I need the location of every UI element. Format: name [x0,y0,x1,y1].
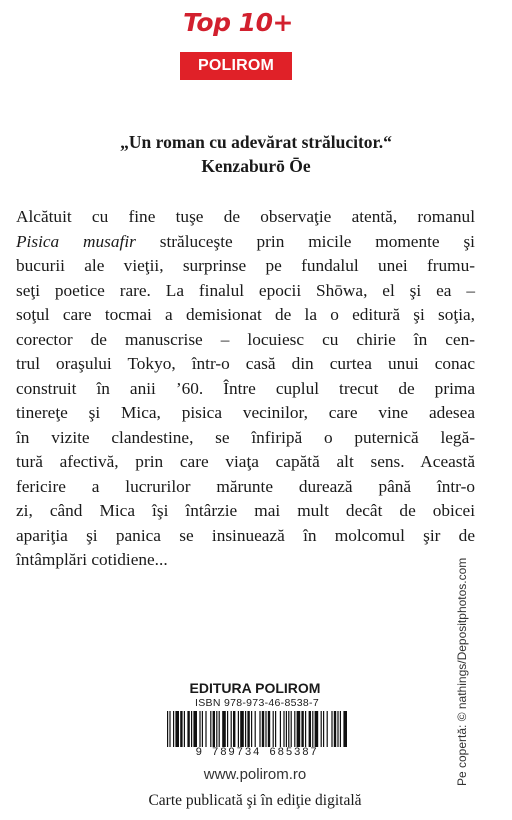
barcode-bar [291,711,292,747]
publisher-name: EDITURA POLIROM [189,680,321,696]
barcode-bar [205,711,206,747]
barcode-bar [259,711,260,747]
blurb-line: tinereţe şi Mica, pisica vecinilor, care vine adesea [16,403,475,422]
endorsement-quote [40,130,472,178]
barcode-bar [312,711,313,747]
blurb-line: soţul care tocmai a demisionat de la o editură şi soţia, [16,305,475,324]
barcode-bar [251,711,252,747]
barcode-bar [301,711,303,747]
blurb-line-rest: străluceşte prin micile momente şi [135,231,475,251]
barcode-number: 9 789734 685387 [195,747,319,759]
barcode-bar [343,711,347,747]
barcode-bar [199,711,200,747]
barcode-block [157,697,357,763]
blurb-line: fericire a lucrurilor mărunte durează până într-o [16,476,475,496]
blurb-line: Alcătuit cu fine tuşe de observaţie atentă, romanul [16,207,475,226]
barcode-bar [169,711,170,747]
barcode-bar [273,711,274,747]
barcode-bar [283,711,284,747]
barcode-bar [309,711,311,747]
barcode-bar [305,711,306,747]
blurb-line [16,230,475,255]
barcode-bar [262,711,264,747]
blurb-line: apariţia şi panica se insinuează în molcomul şir de [16,525,475,545]
barcode-bar [222,711,226,747]
barcode-bar [315,711,319,747]
book-blurb [16,205,475,573]
barcode-bar [233,711,235,747]
blurb-line: corector de manuscrise – locuiesc cu chirie în cen- [16,329,475,349]
barcode-bar [202,711,203,747]
blurb-line: seţi poetice rare. La finalul epocii Shōwa, el şi ea – [16,280,475,300]
blurb-line: bucurii ale vieţii, surprinse pe fundalul unei frumu- [16,256,475,275]
series-logo: Top 10+ [183,8,293,37]
book-title: Pisica musafir [16,231,136,251]
isbn-label: ISBN 978-973-46-8538-7 [195,697,319,709]
blurb-line: întâmplări cotidiene... [16,550,168,569]
barcode-bar [213,711,215,747]
barcode-bar [180,711,182,747]
barcode-bar [175,711,179,747]
barcode-bar [275,711,276,747]
barcode-bar [331,711,332,747]
barcode-bar [184,711,185,747]
barcode-bar [227,711,228,747]
blurb-line: în vizite clandestine, se înfiripă o puternică legă- [16,427,475,447]
barcode-bar [280,711,281,747]
barcode-bar [240,711,244,747]
barcode-bar [245,711,246,747]
publisher-logo: POLIROM [180,52,292,80]
barcode-bar [265,711,266,747]
quote-author: Kenzaburō Ōe [201,156,311,176]
barcode-bar [297,711,301,747]
cover-credit: Pe copertă: © nathings/Depositphotos.com [455,557,469,786]
barcode-bar [167,711,168,747]
barcode-bar [286,711,287,747]
quote-text: „Un roman cu adevărat strălucitor.“ [120,132,392,152]
barcode-bar [219,711,220,747]
barcode-bar [193,711,197,747]
barcode-bar [288,711,289,747]
barcode-bar [327,711,328,747]
barcode-bar [187,711,189,747]
barcode-bar [334,711,336,747]
website-link[interactable]: www.polirom.ro [203,766,307,783]
barcode-bar [173,711,174,747]
blurb-line: zi, când Mica îşi întârzie mai mult decât de obicei [16,501,475,520]
barcode-bar [294,711,295,747]
barcode-bar [321,711,322,747]
barcode-bar [191,711,192,747]
barcode-bar [340,711,341,747]
barcode-bar [238,711,239,747]
barcode-bar [337,711,338,747]
barcode-bar [268,711,270,747]
blurb-line: trul oraşului Tokyo, într-o casă din curtea unui conac [16,354,475,373]
blurb-line: construit în anii ’60. Între cuplul trecut de prima [16,378,475,398]
barcode-bar [210,711,211,747]
barcode-image [165,711,349,747]
barcode-bar [247,711,249,747]
barcode-bar [231,711,232,747]
blurb-line: tură afectivă, prin care viaţa capătă alt sens. Această [16,452,475,471]
barcode-bar [216,711,217,747]
digital-edition-note: Carte publicată şi în ediţie digitală [148,792,362,809]
barcode-bar [255,711,256,747]
barcode-bar [323,711,324,747]
